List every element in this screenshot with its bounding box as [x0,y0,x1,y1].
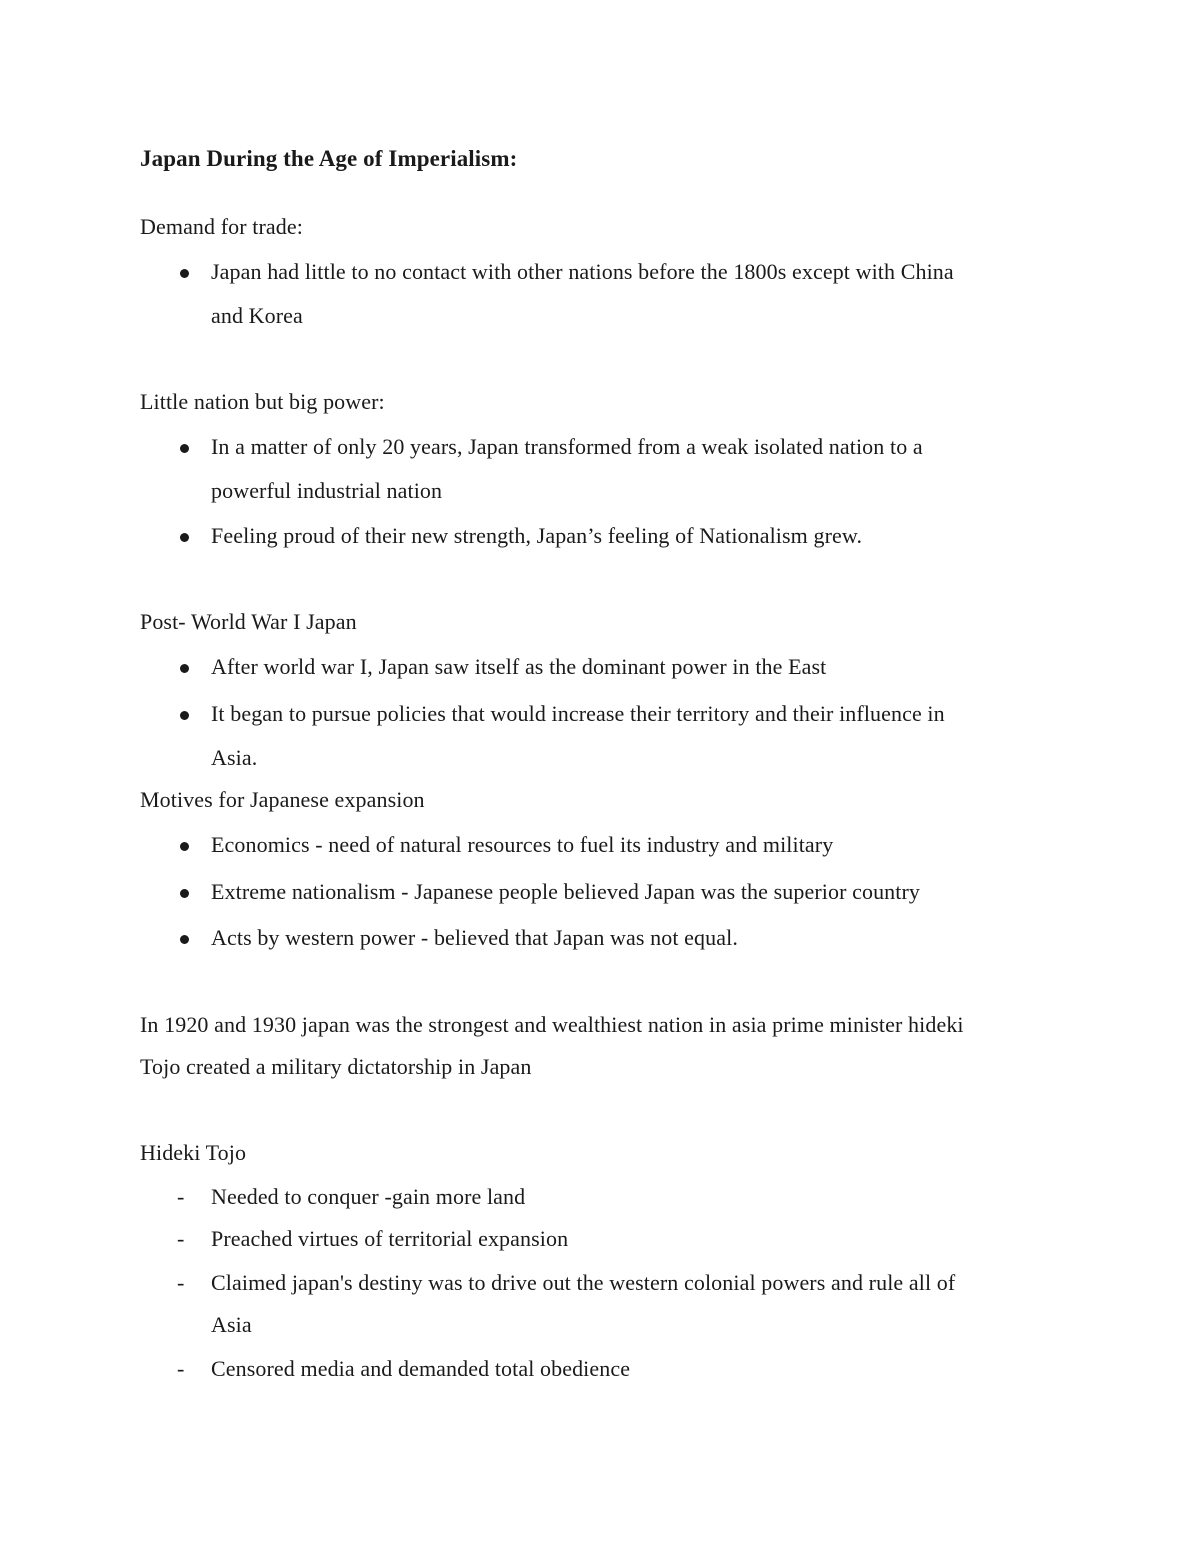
list-item-line: It began to pursue policies that would increase their territory and their influence in [211,701,945,726]
list-item-line: Asia. [211,745,258,770]
page-title: Japan During the Age of Imperialism: [140,146,518,171]
section-heading-post-ww1: Post- World War I Japan [140,609,357,634]
list-item-line: Economics - need of natural resources to fuel its industry and military [211,832,834,857]
bullet-icon [180,444,189,453]
list-item-line: Japan had little to no contact with other nations before the 1800s except with China [211,259,954,284]
dash-marker: - [177,1270,185,1295]
bullet-icon [180,889,189,898]
list-item-line: Preached virtues of territorial expansion [211,1226,569,1251]
list-item-line: Claimed japan's destiny was to drive out the western colonial powers and rule all of [211,1270,956,1295]
list-item-line: Needed to conquer -gain more land [211,1184,526,1209]
list-item-line: Extreme nationalism - Japanese people believed Japan was the superior country [211,879,921,904]
bullet-icon [180,269,189,278]
list-item-line: Acts by western power - believed that Japan was not equal. [211,925,738,950]
bullet-icon [180,711,189,720]
list-item-line: After world war I, Japan saw itself as the dominant power in the East [211,654,827,679]
bullet-icon [180,842,189,851]
dash-marker: - [177,1184,185,1209]
list-item-line: Censored media and demanded total obedience [211,1356,631,1381]
section-heading-little-nation: Little nation but big power: [140,389,385,414]
dash-marker: - [177,1356,185,1381]
paragraph-line: Tojo created a military dictatorship in Japan [140,1054,532,1079]
list-item-line: powerful industrial nation [211,478,443,503]
list-item-line: Feeling proud of their new strength, Japan’s feeling of Nationalism grew. [211,523,863,548]
bullet-icon [180,664,189,673]
section-heading-hideki-tojo: Hideki Tojo [140,1140,247,1165]
list-item-line: Asia [211,1312,252,1337]
section-heading-demand-for-trade: Demand for trade: [140,214,303,239]
bullet-icon [180,533,189,542]
list-item-line: In a matter of only 20 years, Japan transformed from a weak isolated nation to a [211,434,923,459]
dash-marker: - [177,1226,185,1251]
list-item-line: and Korea [211,303,303,328]
section-heading-motives: Motives for Japanese expansion [140,787,425,812]
bullet-icon [180,935,189,944]
paragraph-line: In 1920 and 1930 japan was the strongest and wealthiest nation in asia prime minister hideki [140,1012,964,1037]
